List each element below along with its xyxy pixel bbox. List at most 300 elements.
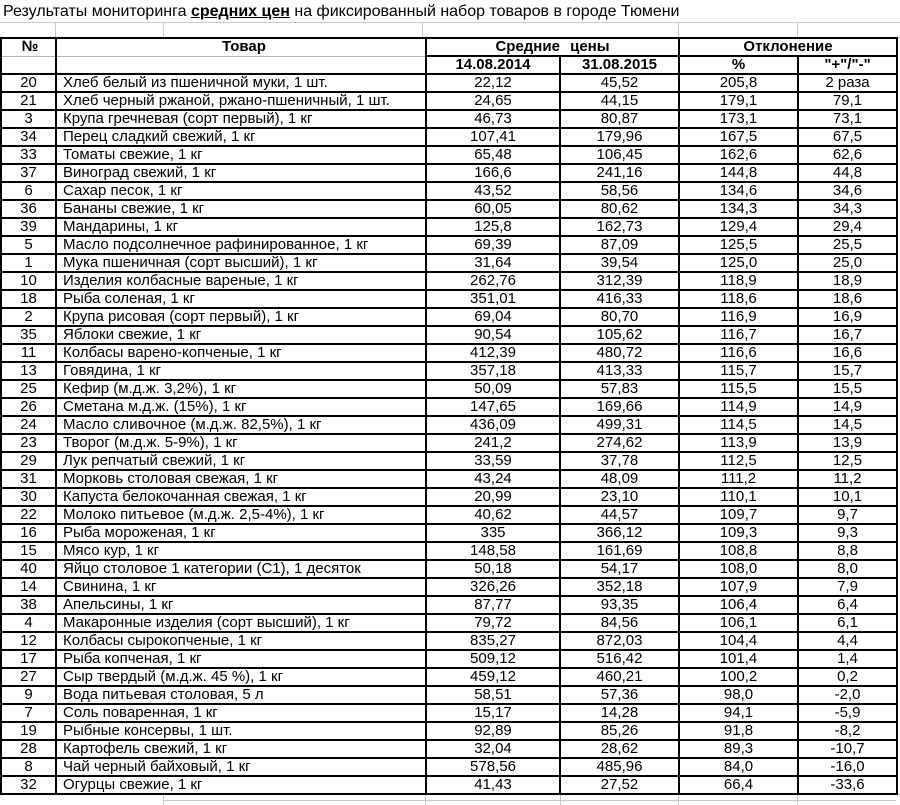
cell-price-2014: 20,99 <box>426 488 560 506</box>
cell-product-name: Масло подсолнечное рафинированное, 1 кг <box>56 236 426 254</box>
column-header-percent: % <box>679 56 798 74</box>
cell-deviation-abs: 11,2 <box>798 470 897 488</box>
cell-price-2014: 69,39 <box>426 236 560 254</box>
cell-deviation-percent: 114,5 <box>679 416 798 434</box>
cell-row-number: 40 <box>1 560 56 578</box>
cell-deviation-abs: -5,9 <box>798 704 897 722</box>
table-row <box>1 398 897 416</box>
cell-product-name: Картофель свежий, 1 кг <box>56 740 426 758</box>
cell-product-name: Вода питьевая столовая, 5 л <box>56 686 426 704</box>
cell-row-number: 12 <box>1 632 56 650</box>
cell-row-number: 14 <box>1 578 56 596</box>
cell-deviation-percent: 89,3 <box>679 740 798 758</box>
gridline <box>55 23 56 37</box>
title-emphasis: средних цен <box>190 3 290 20</box>
cell-price-2014: 326,26 <box>426 578 560 596</box>
cell-deviation-percent: 118,6 <box>679 290 798 308</box>
cell-price-2015: 80,70 <box>560 308 679 326</box>
cell-price-2014: 92,89 <box>426 722 560 740</box>
cell-product-name: Колбасы варено-копченые, 1 кг <box>56 344 426 362</box>
cell-deviation-percent: 108,0 <box>679 560 798 578</box>
table-row <box>1 596 897 614</box>
table-body <box>1 74 897 794</box>
price-monitoring-table <box>0 37 898 795</box>
cell-price-2014: 22,12 <box>426 74 560 92</box>
cell-price-2014: 262,76 <box>426 272 560 290</box>
cell-row-number: 2 <box>1 308 56 326</box>
table-row <box>1 434 897 452</box>
table-row <box>1 614 897 632</box>
table-row <box>1 182 897 200</box>
cell-product-name: Мандарины, 1 кг <box>56 218 426 236</box>
cell-price-2015: 44,57 <box>560 506 679 524</box>
cell-row-number: 38 <box>1 596 56 614</box>
cell-price-2015: 93,35 <box>560 596 679 614</box>
table-row <box>1 506 897 524</box>
cell-deviation-abs: 16,9 <box>798 308 897 326</box>
cell-deviation-abs: 18,6 <box>798 290 897 308</box>
cell-row-number: 1 <box>1 254 56 272</box>
cell-price-2015: 106,45 <box>560 146 679 164</box>
cell-deviation-abs: 15,5 <box>798 380 897 398</box>
cell-product-name: Хлеб черный ржаной, ржано-пшеничный, 1 шт. <box>56 92 426 110</box>
cell-product-name: Чай черный байховый, 1 кг <box>56 758 426 776</box>
cell-deviation-percent: 115,5 <box>679 380 798 398</box>
cell-price-2014: 24,65 <box>426 92 560 110</box>
cell-deviation-percent: 129,4 <box>679 218 798 236</box>
cell-deviation-abs: 6,4 <box>798 596 897 614</box>
cell-product-name: Перец сладкий свежий, 1 кг <box>56 128 426 146</box>
cell-product-name: Яйцо столовое 1 категории (С1), 1 десяток <box>56 560 426 578</box>
cell-price-2015: 45,52 <box>560 74 679 92</box>
table-row <box>1 686 897 704</box>
cell-price-2015: 14,28 <box>560 704 679 722</box>
cell-row-number: 28 <box>1 740 56 758</box>
cell-price-2014: 107,41 <box>426 128 560 146</box>
cell-deviation-percent: 98,0 <box>679 686 798 704</box>
table-row <box>1 326 897 344</box>
cell-row-number: 27 <box>1 668 56 686</box>
cell-deviation-abs: 13,9 <box>798 434 897 452</box>
cell-product-name: Апельсины, 1 кг <box>56 596 426 614</box>
table-row <box>1 236 897 254</box>
gridline <box>797 795 798 805</box>
table-row <box>1 362 897 380</box>
header-row-sub <box>1 56 897 74</box>
cell-row-number: 20 <box>1 74 56 92</box>
table-row <box>1 668 897 686</box>
cell-deviation-percent: 108,8 <box>679 542 798 560</box>
gridline <box>797 23 798 37</box>
cell-deviation-abs: 9,3 <box>798 524 897 542</box>
cell-deviation-percent: 100,2 <box>679 668 798 686</box>
gridline <box>422 23 423 37</box>
cell-deviation-percent: 115,7 <box>679 362 798 380</box>
cell-row-number: 9 <box>1 686 56 704</box>
cell-deviation-percent: 84,0 <box>679 758 798 776</box>
cell-price-2014: 166,6 <box>426 164 560 182</box>
cell-row-number: 36 <box>1 200 56 218</box>
cell-deviation-abs: 7,9 <box>798 578 897 596</box>
cell-product-name: Кефир (м.д.ж. 3,2%), 1 кг <box>56 380 426 398</box>
cell-deviation-abs: 73,1 <box>798 110 897 128</box>
cell-price-2015: 480,72 <box>560 344 679 362</box>
cell-price-2014: 147,65 <box>426 398 560 416</box>
cell-price-2015: 413,33 <box>560 362 679 380</box>
cell-row-number: 18 <box>1 290 56 308</box>
cell-deviation-percent: 118,9 <box>679 272 798 290</box>
cell-price-2014: 31,64 <box>426 254 560 272</box>
cell-price-2014: 241,2 <box>426 434 560 452</box>
cell-row-number: 4 <box>1 614 56 632</box>
cell-price-2014: 58,51 <box>426 686 560 704</box>
cell-row-number: 23 <box>1 434 56 452</box>
cell-price-2014: 41,43 <box>426 776 560 794</box>
cell-row-number: 8 <box>1 758 56 776</box>
cell-price-2014: 40,62 <box>426 506 560 524</box>
cell-product-name: Молоко питьевое (м.д.ж. 2,5-4%), 1 кг <box>56 506 426 524</box>
cell-row-number: 25 <box>1 380 56 398</box>
cell-product-name: Сахар песок, 1 кг <box>56 182 426 200</box>
cell-price-2015: 516,42 <box>560 650 679 668</box>
table-row <box>1 146 897 164</box>
cell-product-name: Мясо кур, 1 кг <box>56 542 426 560</box>
cell-row-number: 26 <box>1 398 56 416</box>
table-row <box>1 524 897 542</box>
cell-row-number: 35 <box>1 326 56 344</box>
table-row <box>1 344 897 362</box>
sheet-gridlines-top <box>0 22 900 37</box>
cell-deviation-abs: 29,4 <box>798 218 897 236</box>
cell-price-2014: 32,04 <box>426 740 560 758</box>
cell-product-name: Яблоки свежие, 1 кг <box>56 326 426 344</box>
cell-price-2014: 509,12 <box>426 650 560 668</box>
gridline <box>425 795 426 805</box>
cell-product-name: Сыр твердый (м.д.ж. 45 %), 1 кг <box>56 668 426 686</box>
table-row <box>1 722 897 740</box>
cell-deviation-percent: 107,9 <box>679 578 798 596</box>
cell-price-2014: 90,54 <box>426 326 560 344</box>
cell-price-2014: 436,09 <box>426 416 560 434</box>
cell-deviation-percent: 116,6 <box>679 344 798 362</box>
cell-price-2014: 65,48 <box>426 146 560 164</box>
cell-price-2015: 169,66 <box>560 398 679 416</box>
cell-price-2014: 87,77 <box>426 596 560 614</box>
table-row <box>1 776 897 794</box>
cell-deviation-abs: 16,6 <box>798 344 897 362</box>
cell-product-name: Виноград свежий, 1 кг <box>56 164 426 182</box>
cell-product-name: Томаты свежие, 1 кг <box>56 146 426 164</box>
cell-deviation-abs: 44,8 <box>798 164 897 182</box>
cell-deviation-percent: 104,4 <box>679 632 798 650</box>
cell-row-number: 17 <box>1 650 56 668</box>
cell-price-2015: 872,03 <box>560 632 679 650</box>
cell-deviation-percent: 110,1 <box>679 488 798 506</box>
table-row <box>1 470 897 488</box>
cell-deviation-percent: 106,1 <box>679 614 798 632</box>
table-row <box>1 740 897 758</box>
cell-row-number: 39 <box>1 218 56 236</box>
cell-price-2015: 416,33 <box>560 290 679 308</box>
cell-row-number: 22 <box>1 506 56 524</box>
gridline <box>163 23 164 37</box>
cell-price-2015: 274,62 <box>560 434 679 452</box>
cell-row-number: 13 <box>1 362 56 380</box>
table-row <box>1 128 897 146</box>
cell-price-2014: 459,12 <box>426 668 560 686</box>
cell-deviation-abs: -8,2 <box>798 722 897 740</box>
column-header-plus-minus: "+"/"-" <box>798 56 897 74</box>
empty-header-cell <box>56 56 426 74</box>
cell-deviation-percent: 113,9 <box>679 434 798 452</box>
cell-deviation-abs: 2 раза <box>798 74 897 92</box>
cell-deviation-percent: 66,4 <box>679 776 798 794</box>
cell-product-name: Капуста белокочанная свежая, 1 кг <box>56 488 426 506</box>
table-row <box>1 542 897 560</box>
table-row <box>1 218 897 236</box>
cell-deviation-abs: 25,5 <box>798 236 897 254</box>
cell-product-name: Говядина, 1 кг <box>56 362 426 380</box>
cell-row-number: 6 <box>1 182 56 200</box>
cell-price-2015: 58,56 <box>560 182 679 200</box>
cell-price-2014: 15,17 <box>426 704 560 722</box>
cell-row-number: 16 <box>1 524 56 542</box>
cell-product-name: Макаронные изделия (сорт высший), 1 кг <box>56 614 426 632</box>
table-row <box>1 164 897 182</box>
cell-price-2015: 37,78 <box>560 452 679 470</box>
cell-price-2014: 835,27 <box>426 632 560 650</box>
cell-price-2014: 33,59 <box>426 452 560 470</box>
cell-price-2014: 412,39 <box>426 344 560 362</box>
cell-product-name: Хлеб белый из пшеничной муки, 1 шт. <box>56 74 426 92</box>
cell-deviation-percent: 173,1 <box>679 110 798 128</box>
cell-price-2015: 80,62 <box>560 200 679 218</box>
cell-deviation-abs: 1,4 <box>798 650 897 668</box>
cell-product-name: Морковь столовая свежая, 1 кг <box>56 470 426 488</box>
cell-price-2015: 352,18 <box>560 578 679 596</box>
table-row <box>1 488 897 506</box>
cell-price-2014: 60,05 <box>426 200 560 218</box>
cell-deviation-abs: -33,6 <box>798 776 897 794</box>
table-row <box>1 92 897 110</box>
cell-price-2015: 23,10 <box>560 488 679 506</box>
table-row <box>1 290 897 308</box>
cell-row-number: 32 <box>1 776 56 794</box>
cell-deviation-percent: 116,7 <box>679 326 798 344</box>
cell-price-2015: 241,16 <box>560 164 679 182</box>
cell-price-2015: 161,69 <box>560 542 679 560</box>
cell-deviation-abs: 12,5 <box>798 452 897 470</box>
cell-price-2014: 50,18 <box>426 560 560 578</box>
cell-price-2015: 44,15 <box>560 92 679 110</box>
cell-deviation-abs: 10,1 <box>798 488 897 506</box>
table-row <box>1 200 897 218</box>
cell-deviation-abs: 34,3 <box>798 200 897 218</box>
sheet-gridlines-bottom <box>0 795 900 805</box>
cell-price-2014: 43,24 <box>426 470 560 488</box>
table-row <box>1 74 897 92</box>
cell-deviation-percent: 114,9 <box>679 398 798 416</box>
cell-deviation-abs: 6,1 <box>798 614 897 632</box>
gridline <box>678 795 679 805</box>
cell-price-2015: 27,52 <box>560 776 679 794</box>
cell-row-number: 7 <box>1 704 56 722</box>
header-row-groups <box>1 38 897 56</box>
cell-price-2014: 351,01 <box>426 290 560 308</box>
cell-product-name: Рыба копченая, 1 кг <box>56 650 426 668</box>
cell-price-2015: 84,56 <box>560 614 679 632</box>
cell-price-2015: 85,26 <box>560 722 679 740</box>
cell-row-number: 5 <box>1 236 56 254</box>
cell-product-name: Рыбные консервы, 1 шт. <box>56 722 426 740</box>
table-row <box>1 650 897 668</box>
cell-product-name: Бананы свежие, 1 кг <box>56 200 426 218</box>
cell-row-number: 10 <box>1 272 56 290</box>
cell-deviation-abs: 14,5 <box>798 416 897 434</box>
cell-price-2015: 80,87 <box>560 110 679 128</box>
cell-price-2015: 87,09 <box>560 236 679 254</box>
table-row <box>1 110 897 128</box>
cell-row-number: 21 <box>1 92 56 110</box>
cell-price-2014: 46,73 <box>426 110 560 128</box>
cell-product-name: Рыба мороженая, 1 кг <box>56 524 426 542</box>
cell-row-number: 33 <box>1 146 56 164</box>
table-row <box>1 452 897 470</box>
column-header-avg-prices: Средние цены <box>426 38 679 56</box>
cell-row-number: 31 <box>1 470 56 488</box>
cell-deviation-abs: 18,9 <box>798 272 897 290</box>
cell-deviation-abs: 14,9 <box>798 398 897 416</box>
column-header-date-2014: 14.08.2014 <box>426 56 560 74</box>
cell-price-2014: 69,04 <box>426 308 560 326</box>
cell-product-name: Крупа гречневая (сорт первый), 1 кг <box>56 110 426 128</box>
cell-row-number: 15 <box>1 542 56 560</box>
cell-deviation-abs: -2,0 <box>798 686 897 704</box>
cell-deviation-abs: 4,4 <box>798 632 897 650</box>
cell-price-2015: 499,31 <box>560 416 679 434</box>
cell-price-2015: 54,17 <box>560 560 679 578</box>
cell-row-number: 29 <box>1 452 56 470</box>
cell-deviation-percent: 162,6 <box>679 146 798 164</box>
cell-deviation-percent: 111,2 <box>679 470 798 488</box>
cell-price-2014: 50,09 <box>426 380 560 398</box>
cell-product-name: Соль поваренная, 1 кг <box>56 704 426 722</box>
cell-price-2015: 366,12 <box>560 524 679 542</box>
cell-deviation-percent: 167,5 <box>679 128 798 146</box>
cell-deviation-abs: 62,6 <box>798 146 897 164</box>
table-row <box>1 272 897 290</box>
cell-deviation-percent: 101,4 <box>679 650 798 668</box>
cell-price-2015: 460,21 <box>560 668 679 686</box>
cell-price-2014: 125,8 <box>426 218 560 236</box>
table-row <box>1 416 897 434</box>
empty-header-cell <box>1 56 56 74</box>
table-row <box>1 308 897 326</box>
table-row <box>1 578 897 596</box>
cell-product-name: Лук репчатый свежий, 1 кг <box>56 452 426 470</box>
gridline <box>560 795 561 805</box>
cell-deviation-percent: 109,7 <box>679 506 798 524</box>
cell-product-name: Крупа рисовая (сорт первый), 1 кг <box>56 308 426 326</box>
cell-price-2015: 57,83 <box>560 380 679 398</box>
cell-price-2015: 485,96 <box>560 758 679 776</box>
cell-product-name: Масло сливочное (м.д.ж. 82,5%), 1 кг <box>56 416 426 434</box>
cell-deviation-abs: -10,7 <box>798 740 897 758</box>
cell-product-name: Мука пшеничная (сорт высший), 1 кг <box>56 254 426 272</box>
cell-price-2015: 179,96 <box>560 128 679 146</box>
cell-product-name: Свинина, 1 кг <box>56 578 426 596</box>
cell-price-2015: 312,39 <box>560 272 679 290</box>
cell-deviation-percent: 144,8 <box>679 164 798 182</box>
column-header-deviation: Отклонение <box>679 38 897 56</box>
cell-deviation-percent: 94,1 <box>679 704 798 722</box>
cell-product-name: Рыба соленая, 1 кг <box>56 290 426 308</box>
gridline <box>163 800 896 801</box>
table-row <box>1 254 897 272</box>
page-title <box>0 0 900 22</box>
cell-deviation-abs: 8,8 <box>798 542 897 560</box>
column-header-product: Товар <box>56 38 426 56</box>
cell-price-2015: 105,62 <box>560 326 679 344</box>
table-row <box>1 560 897 578</box>
cell-row-number: 24 <box>1 416 56 434</box>
cell-deviation-percent: 205,8 <box>679 74 798 92</box>
cell-price-2015: 48,09 <box>560 470 679 488</box>
cell-price-2014: 357,18 <box>426 362 560 380</box>
cell-deviation-percent: 125,5 <box>679 236 798 254</box>
column-header-number: № <box>1 38 56 56</box>
cell-deviation-percent: 179,1 <box>679 92 798 110</box>
cell-row-number: 11 <box>1 344 56 362</box>
cell-price-2014: 43,52 <box>426 182 560 200</box>
cell-price-2015: 57,36 <box>560 686 679 704</box>
cell-deviation-abs: 0,2 <box>798 668 897 686</box>
cell-product-name: Огурцы свежие, 1 кг <box>56 776 426 794</box>
cell-product-name: Колбасы сырокопченые, 1 кг <box>56 632 426 650</box>
cell-row-number: 3 <box>1 110 56 128</box>
gridline <box>163 795 164 805</box>
cell-deviation-percent: 112,5 <box>679 452 798 470</box>
cell-deviation-percent: 134,6 <box>679 182 798 200</box>
cell-product-name: Творог (м.д.ж. 5-9%), 1 кг <box>56 434 426 452</box>
table-row <box>1 704 897 722</box>
cell-price-2014: 79,72 <box>426 614 560 632</box>
title-suffix: на фиксированный набор товаров в городе Тюмени <box>289 3 680 20</box>
cell-price-2015: 162,73 <box>560 218 679 236</box>
cell-price-2015: 28,62 <box>560 740 679 758</box>
table-row <box>1 380 897 398</box>
cell-deviation-percent: 134,3 <box>679 200 798 218</box>
cell-product-name: Изделия колбасные вареные, 1 кг <box>56 272 426 290</box>
cell-deviation-abs: 67,5 <box>798 128 897 146</box>
cell-deviation-abs: 16,7 <box>798 326 897 344</box>
cell-row-number: 19 <box>1 722 56 740</box>
cell-deviation-percent: 109,3 <box>679 524 798 542</box>
cell-deviation-abs: 25,0 <box>798 254 897 272</box>
gridline <box>678 23 679 37</box>
cell-price-2014: 578,56 <box>426 758 560 776</box>
cell-deviation-abs: 34,6 <box>798 182 897 200</box>
cell-deviation-abs: -16,0 <box>798 758 897 776</box>
cell-row-number: 34 <box>1 128 56 146</box>
cell-deviation-abs: 9,7 <box>798 506 897 524</box>
cell-deviation-abs: 8,0 <box>798 560 897 578</box>
cell-row-number: 37 <box>1 164 56 182</box>
cell-deviation-percent: 106,4 <box>679 596 798 614</box>
table-row <box>1 758 897 776</box>
cell-product-name: Сметана м.д.ж. (15%), 1 кг <box>56 398 426 416</box>
cell-deviation-abs: 15,7 <box>798 362 897 380</box>
